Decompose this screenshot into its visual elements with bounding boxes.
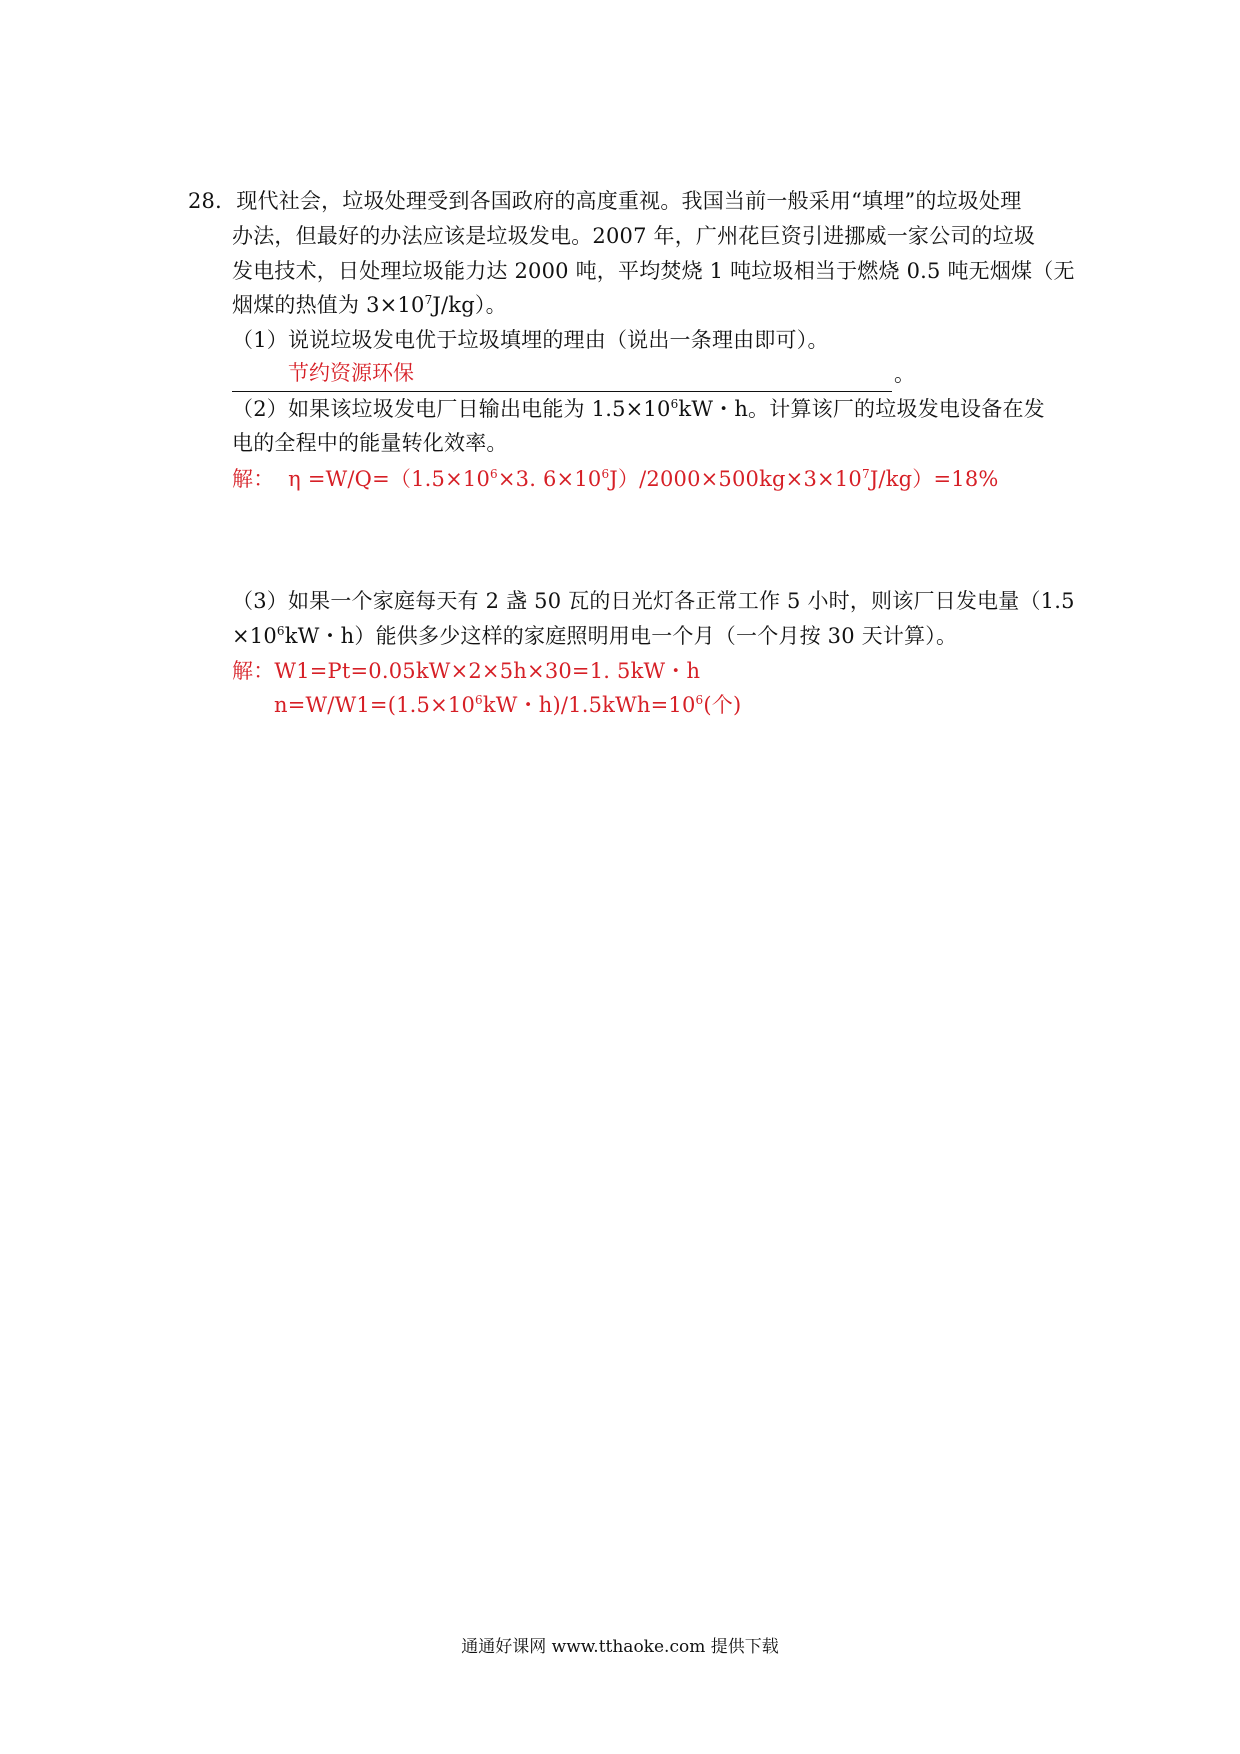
question-line-1 <box>188 184 1021 218</box>
question-stem-text: J/kg）。 <box>432 293 507 317</box>
solution-text: ×3. 6×10 <box>497 467 602 491</box>
question-stem-text: 烟煤的热值为 3×10 <box>232 293 425 317</box>
question-line-4 <box>232 288 507 322</box>
superscript: 6 <box>276 624 285 638</box>
part2-prompt-text: kW・h。计算该厂的垃圾发电设备在发 <box>678 397 1045 421</box>
part1-end-mark: 。 <box>894 362 916 386</box>
part1-prompt <box>232 323 829 357</box>
question-stem-text: 现代社会，垃圾处理受到各国政府的高度重视。我国当前一般采用“填埋”的垃圾处理 <box>236 189 1022 213</box>
solution-prefix: 解： <box>232 659 275 683</box>
part2-prompt-text: （2）如果该垃圾发电厂日输出电能为 1.5×10 <box>232 397 671 421</box>
part3-prompt-text: （3）如果一个家庭每天有 2 盏 50 瓦的日光灯各正常工作 5 小时，则该厂日发电量（1.5 <box>232 589 1075 613</box>
question-stem-text: 发电技术，日处理垃圾能力达 2000 吨，平均焚烧 1 吨垃圾相当于燃烧 0.5 吨无烟煤（无 <box>232 259 1075 283</box>
solution-text: J/kg）=18% <box>869 467 999 491</box>
question-line-3 <box>232 254 1075 288</box>
part2-solution <box>232 462 999 496</box>
superscript: 6 <box>670 397 679 411</box>
solution-text: n=W/W1=(1.5×10 <box>274 693 476 717</box>
solution-text: kW・h)/1.5kWh=10 <box>482 693 696 717</box>
part3-prompt-text: kW・h）能供多少这样的家庭照明用电一个月（一个月按 30 天计算）。 <box>284 624 958 648</box>
part1-prompt-text: （1）说说垃圾发电优于垃圾填埋的理由（说出一条理由即可）。 <box>232 328 829 352</box>
solution-prefix: 解： <box>232 467 275 491</box>
solution-text: J）/2000×500kg×3×10 <box>609 467 862 491</box>
part2-prompt-line-1 <box>232 392 1045 426</box>
solution-text: (个) <box>703 693 742 717</box>
part2-prompt-text: 电的全程中的能量转化效率。 <box>232 431 508 455</box>
part3-prompt-text: ×10 <box>232 624 277 648</box>
part3-solution-line-1 <box>232 654 700 688</box>
superscript: 6 <box>490 467 498 481</box>
superscript: 6 <box>601 467 610 481</box>
solution-text: η =W/Q=（1.5×10 <box>288 467 491 491</box>
page-footer: 通通好课网 www.tthaoke.com 提供下载 <box>461 1637 779 1657</box>
superscript: 7 <box>424 293 433 307</box>
superscript: 6 <box>695 693 704 707</box>
superscript: 7 <box>861 467 870 481</box>
superscript: 6 <box>475 693 483 707</box>
question-line-2 <box>232 219 1035 253</box>
question-number: 28． <box>188 189 237 213</box>
part3-prompt-line-1 <box>232 584 1075 618</box>
part2-prompt-line-2 <box>232 426 508 460</box>
question-stem-text: 办法，但最好的办法应该是垃圾发电。2007 年，广州花巨资引进挪威一家公司的垃圾 <box>232 224 1036 248</box>
part1-answer: 节约资源环保 <box>288 361 414 385</box>
solution-text: W1=Pt=0.05kW×2×5h×30=1. 5kW・h <box>274 659 701 683</box>
part3-prompt-line-2 <box>232 619 957 653</box>
part3-solution-line-2 <box>274 688 741 722</box>
